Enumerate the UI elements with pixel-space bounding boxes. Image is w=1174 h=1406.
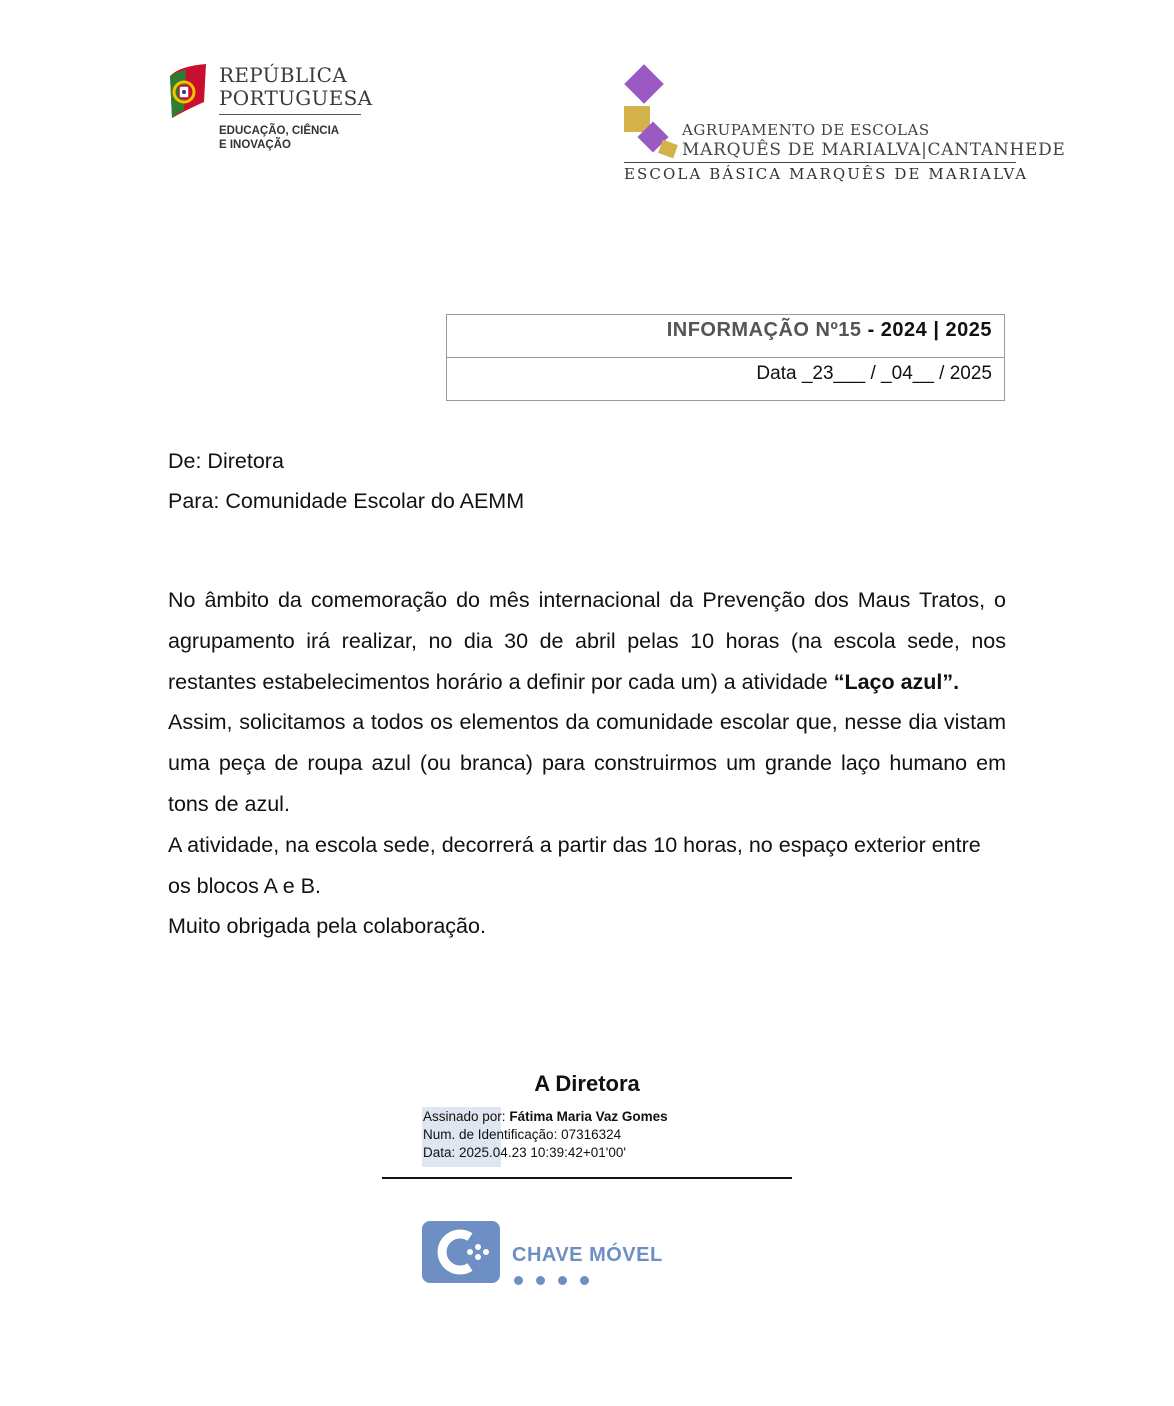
body-paragraph-3: A atividade, na escola sede, decorrerá a partir das 10 horas, no espaço exterior entre os blocos A e B. (168, 832, 981, 898)
logo-divider (219, 114, 361, 115)
information-number: - 2024 | 2025 (867, 319, 992, 341)
portuguese-coat-of-arms-icon (166, 62, 208, 118)
signature-details (423, 1108, 668, 1162)
chave-movel-icon (422, 1221, 500, 1283)
information-box (446, 314, 1005, 401)
agrupamento-escolas-logo (620, 64, 1066, 189)
chave-movel-dots (514, 1272, 602, 1290)
chave-movel-text: CHAVE MÓVEL (512, 1244, 663, 1266)
chave-movel-logo (422, 1221, 663, 1285)
dot (536, 1276, 545, 1285)
ministry-name (219, 124, 339, 152)
memo-from: De: Diretora (168, 449, 284, 473)
signer-id: Num. de Identificação: 07316324 (423, 1127, 622, 1142)
signature-date: Data: 2025.04.23 10:39:42+01'00' (423, 1145, 626, 1160)
dot (580, 1276, 589, 1285)
body-paragraph-4: Muito obrigada pela colaboração. (168, 914, 486, 939)
ministry-line-2: E INOVAÇÃO (219, 139, 291, 151)
escola-basica-line: ESCOLA BÁSICA MARQUÊS DE MARIALVA (624, 165, 1029, 183)
signer-name: Fátima Maria Vaz Gomes (509, 1109, 668, 1124)
signature-title: A Diretora (534, 1071, 640, 1096)
agrupamento-line: AGRUPAMENTO DE ESCOLAS (682, 121, 930, 139)
signed-by-line (423, 1108, 668, 1126)
body-paragraph-1 (168, 580, 1006, 702)
memo-to: Para: Comunidade Escolar do AEMM (168, 489, 525, 513)
ministry-line-1: EDUCAÇÃO, CIÊNCIA (219, 125, 340, 137)
school-squares-icon (620, 64, 690, 159)
republica-line: REPÚBLICA (219, 63, 347, 87)
logo-divider (624, 162, 1016, 163)
republica-portuguesa-logo (166, 62, 373, 162)
marques-marialva-line: MARQUÊS DE MARIALVA|CANTANHEDE (682, 140, 1066, 160)
information-date: Data _23___ / _04__ / 2025 (756, 363, 992, 384)
body-paragraph-2: Assim, solicitamos a todos os elementos da comunidade escolar que, nesse dia vistam uma peça de roupa azul (ou branca) para construirmos um grande laço humano em tons de azul. (168, 710, 1006, 816)
information-label: INFORMAÇÃO Nº15 (666, 319, 862, 341)
portuguesa-line: PORTUGUESA (219, 86, 373, 110)
dot (514, 1276, 523, 1285)
signed-by-label: Assinado por: (423, 1109, 506, 1124)
information-title (667, 319, 992, 342)
memo-body (168, 580, 1006, 947)
dot (558, 1276, 567, 1285)
body-paragraph-1-text: No âmbito da comemoração do mês internacional da Prevenção dos Maus Tratos, o agrupamento irá realizar, no dia 30 de abril pelas 10 horas (na escola sede, nos restantes estabelecimentos horário a definir por cada um) a atividade (168, 588, 1006, 694)
signature-line (382, 1177, 792, 1179)
republica-portuguesa-name (219, 64, 372, 110)
digital-signature (422, 1107, 722, 1169)
information-title-row (447, 315, 1004, 358)
laco-azul-title: “Laço azul”. (833, 669, 960, 694)
